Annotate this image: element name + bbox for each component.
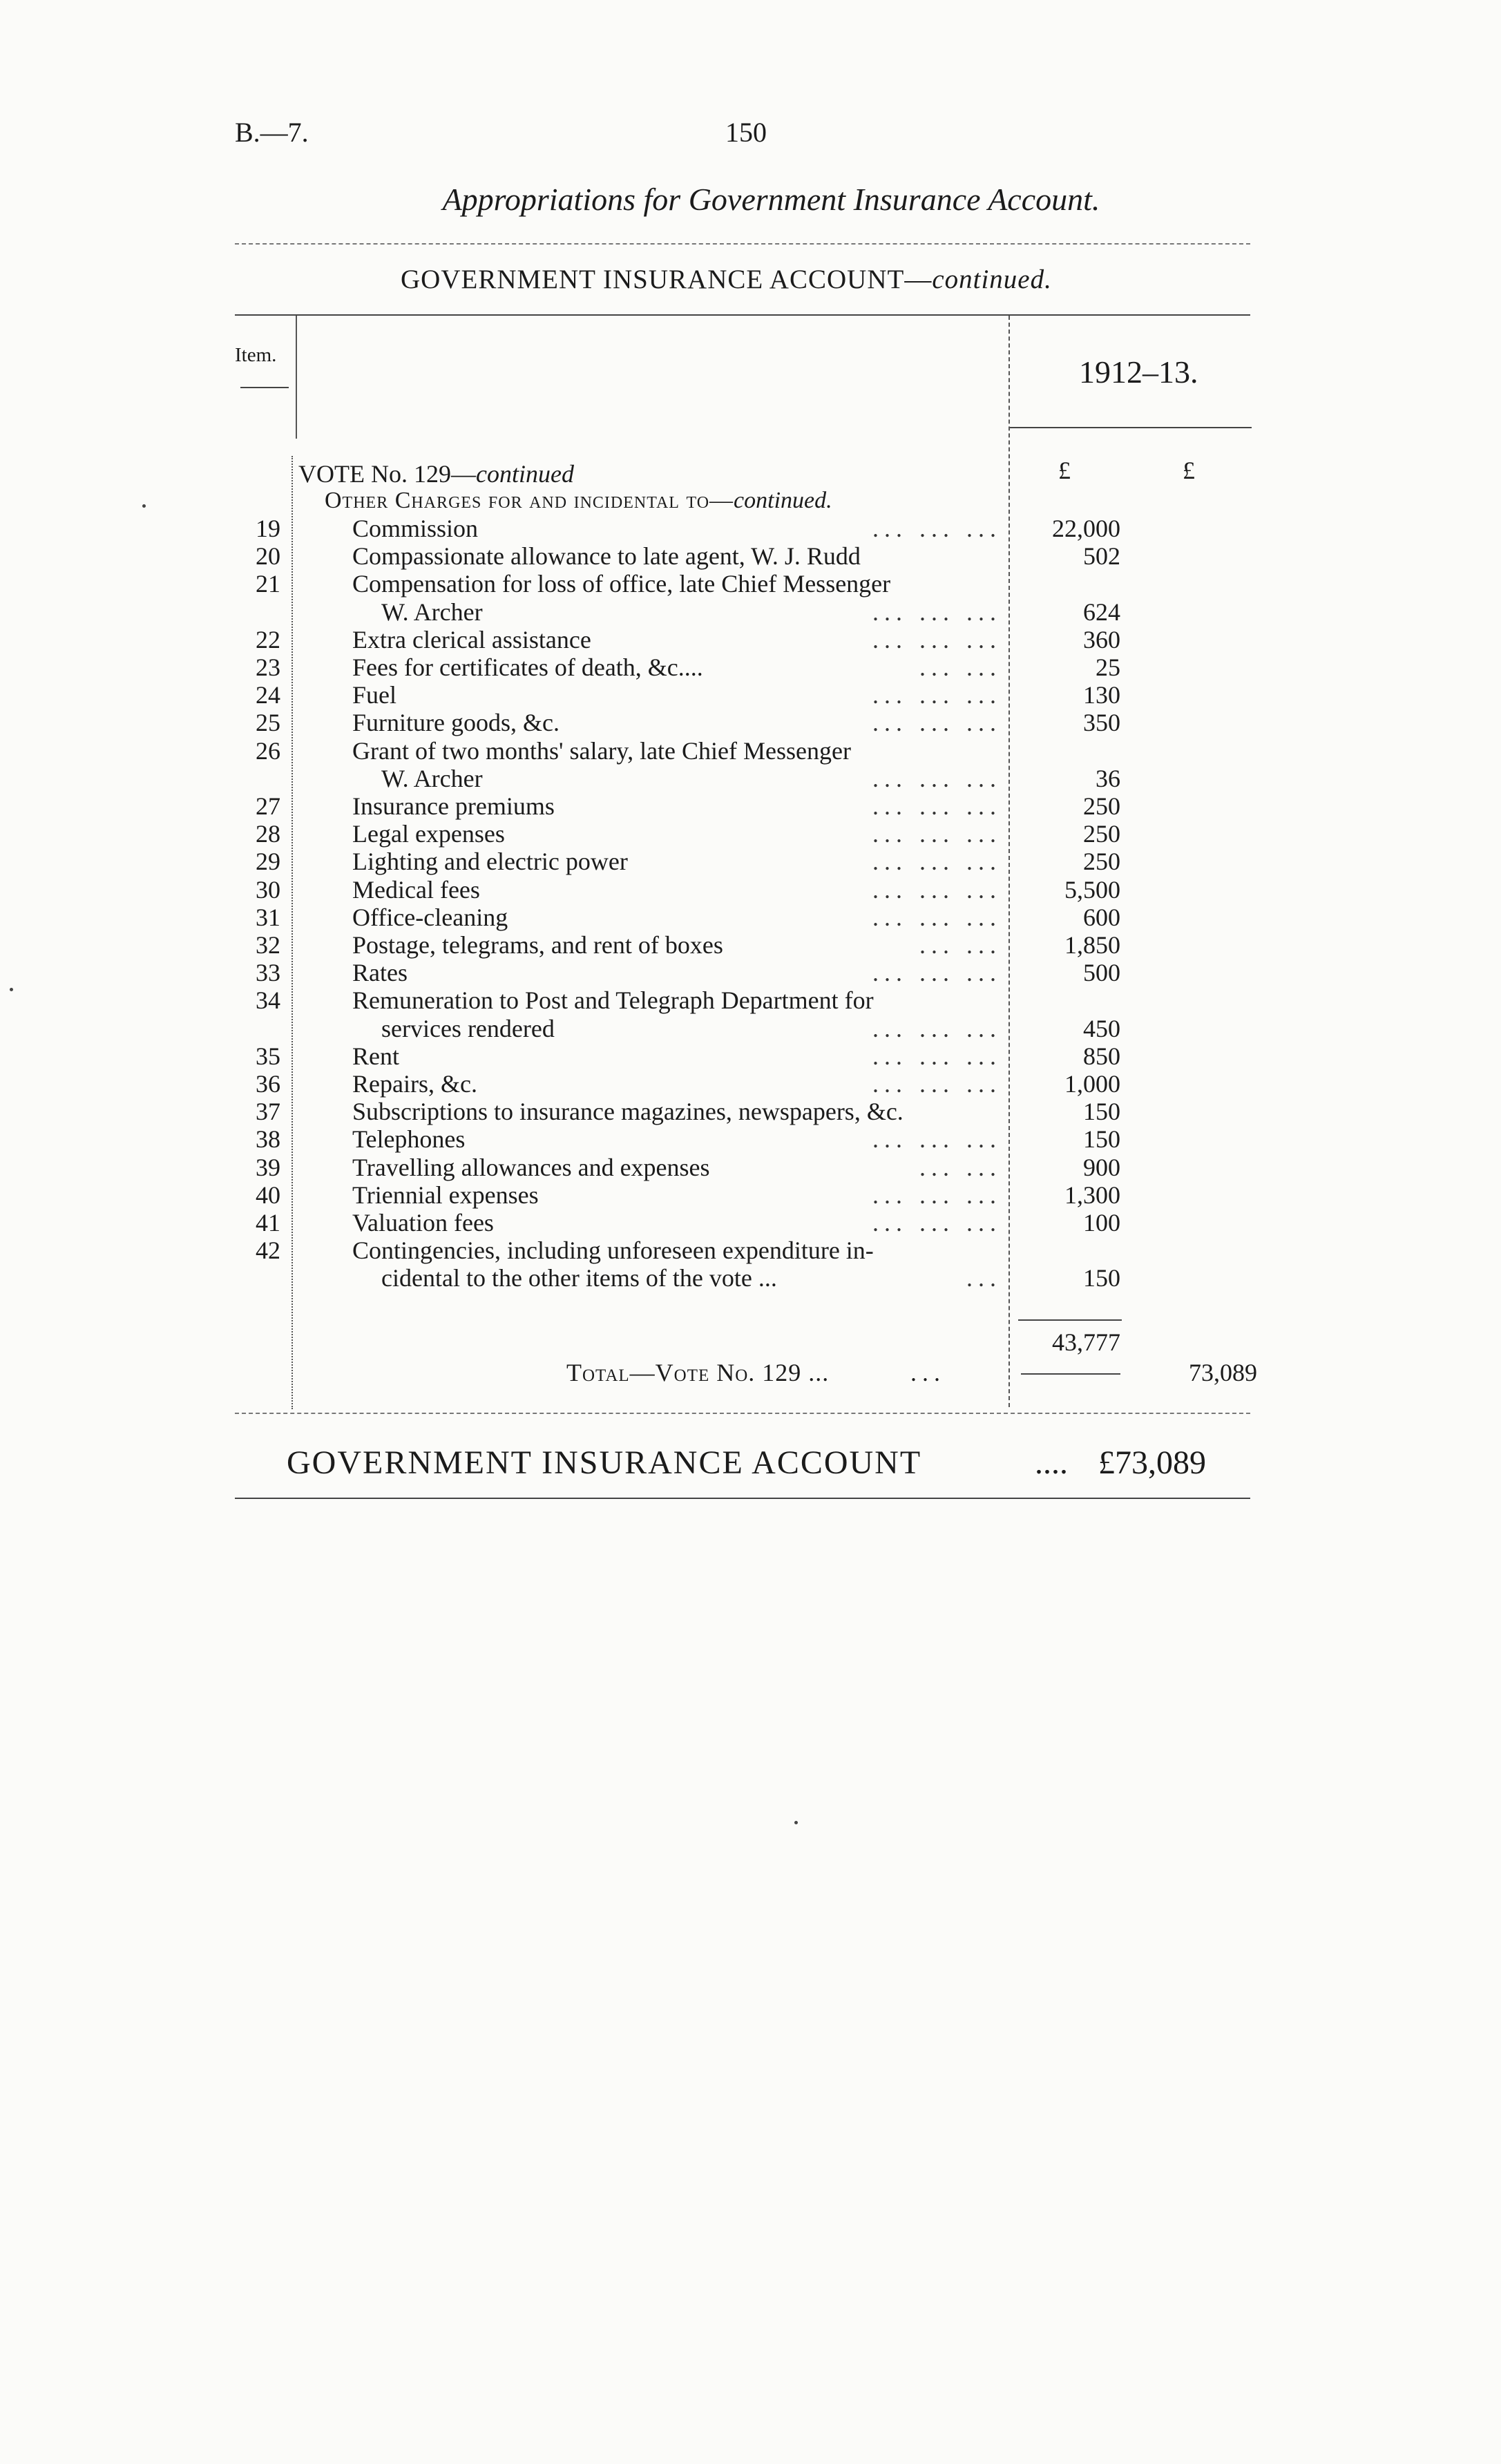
document-reference: B.—7. bbox=[235, 117, 309, 148]
item-amount: 150 bbox=[1083, 1098, 1120, 1126]
grand-total-amount: £73,089 bbox=[1098, 1444, 1206, 1481]
item-number: 27 bbox=[256, 792, 280, 820]
dot-leaders: ... bbox=[966, 1264, 1002, 1292]
table-top-rule bbox=[235, 314, 1250, 316]
dot-leaders: ... ... ... bbox=[872, 625, 1002, 653]
subtotal-amount: 43,777 bbox=[1052, 1328, 1120, 1356]
item-description: Furniture goods, &c. bbox=[352, 709, 560, 737]
item-amount: 450 bbox=[1083, 1014, 1120, 1042]
closing-rule bbox=[235, 1498, 1250, 1499]
dot-leaders: ... ... ... bbox=[872, 1042, 1002, 1070]
item-header-underline bbox=[240, 387, 289, 388]
account-title-suffix: continued. bbox=[932, 265, 1052, 294]
item-number: 32 bbox=[256, 931, 280, 959]
item-description: Office-cleaning bbox=[352, 903, 508, 931]
item-description: Lighting and electric power bbox=[352, 848, 628, 876]
item-amount: 1,300 bbox=[1064, 1181, 1120, 1209]
vote-heading-suffix: continued bbox=[475, 460, 574, 488]
dot-leaders: ... ... ... bbox=[872, 1209, 1002, 1236]
item-column-rule-body bbox=[291, 456, 293, 1409]
item-description: Fees for certificates of death, &c.... bbox=[352, 653, 703, 681]
dot-leaders: ... ... ... bbox=[872, 709, 1002, 737]
item-amount: 5,500 bbox=[1064, 875, 1120, 904]
item-amount: 1,000 bbox=[1064, 1070, 1120, 1098]
item-description: services rendered bbox=[381, 1014, 555, 1042]
item-description: W. Archer bbox=[381, 764, 483, 792]
currency-symbol-col1: £ bbox=[1058, 457, 1071, 484]
dot-leaders: ... ... ... bbox=[872, 598, 1002, 626]
scan-speck bbox=[10, 988, 13, 991]
item-amount: 36 bbox=[1096, 764, 1120, 792]
dot-leaders: ... ... ... bbox=[872, 875, 1002, 904]
item-number: 26 bbox=[256, 736, 280, 765]
page-subtitle: Appropriations for Government Insurance Account. bbox=[442, 182, 1100, 217]
item-amount: 150 bbox=[1083, 1264, 1120, 1292]
item-description: Valuation fees bbox=[352, 1209, 494, 1236]
item-amount: 250 bbox=[1083, 792, 1120, 820]
subheading-suffix: continued. bbox=[734, 488, 832, 513]
item-amount: 150 bbox=[1083, 1125, 1120, 1154]
dot-leaders: ... ... ... bbox=[872, 903, 1002, 931]
item-description: Grant of two months' salary, late Chief Messenger bbox=[352, 736, 851, 765]
vote-heading bbox=[298, 459, 574, 488]
item-number: 20 bbox=[256, 542, 280, 571]
subtotal-rule bbox=[1018, 1319, 1122, 1321]
header-rule bbox=[235, 243, 1250, 245]
subtotal-under-rule bbox=[1021, 1373, 1120, 1375]
dot-leaders: ... ... ... bbox=[872, 820, 1002, 848]
item-amount: 250 bbox=[1083, 848, 1120, 876]
item-description: Triennial expenses bbox=[352, 1181, 539, 1209]
item-number: 40 bbox=[256, 1181, 280, 1209]
item-description: Rent bbox=[352, 1042, 399, 1070]
item-number: 29 bbox=[256, 848, 280, 876]
item-amount: 350 bbox=[1083, 709, 1120, 737]
item-description: Compensation for loss of office, late Chief Messenger bbox=[352, 570, 891, 598]
dot-leaders: ... ... ... bbox=[872, 792, 1002, 820]
item-number: 21 bbox=[256, 570, 280, 598]
dot-leaders: ... ... ... bbox=[872, 1014, 1002, 1042]
scan-speck bbox=[794, 1821, 798, 1824]
amount-column-rule bbox=[1008, 316, 1010, 1407]
item-description: Rates bbox=[352, 959, 408, 987]
dot-leaders: ... ... ... bbox=[872, 764, 1002, 792]
item-description: Legal expenses bbox=[352, 820, 505, 848]
item-description: cidental to the other items of the vote ... bbox=[381, 1264, 777, 1292]
item-number: 41 bbox=[256, 1209, 280, 1236]
subheading-main: Other Charges for and incidental to— bbox=[325, 488, 734, 513]
item-number: 33 bbox=[256, 959, 280, 987]
dot-leaders: ... ... bbox=[919, 931, 1002, 959]
item-amount: 600 bbox=[1083, 903, 1120, 931]
dot-leaders: ... ... bbox=[919, 653, 1002, 681]
dot-leaders: ... ... ... bbox=[872, 959, 1002, 987]
item-amount: 25 bbox=[1096, 653, 1120, 681]
year-column-header: 1912–13. bbox=[1079, 354, 1198, 390]
item-description: Telephones bbox=[352, 1125, 466, 1154]
item-number: 31 bbox=[256, 903, 280, 931]
dot-leaders: ... ... ... bbox=[872, 681, 1002, 709]
total-label: Total—Vote No. 129 ... bbox=[566, 1359, 830, 1386]
dot-leaders: ... ... ... bbox=[872, 1181, 1002, 1209]
dot-leaders: ... ... bbox=[919, 1153, 1002, 1181]
year-header-rule bbox=[1010, 427, 1252, 428]
item-description: Subscriptions to insurance magazines, newspapers, &c. bbox=[352, 1098, 904, 1126]
other-charges-subheading bbox=[325, 488, 832, 514]
item-number: 38 bbox=[256, 1125, 280, 1154]
item-number: 42 bbox=[256, 1236, 280, 1265]
item-number: 35 bbox=[256, 1042, 280, 1070]
item-number: 24 bbox=[256, 681, 280, 709]
item-number: 22 bbox=[256, 625, 280, 653]
item-amount: 500 bbox=[1083, 959, 1120, 987]
item-number: 19 bbox=[256, 515, 280, 542]
item-column-rule bbox=[296, 316, 297, 439]
item-column-header: Item. bbox=[235, 344, 277, 366]
item-number: 36 bbox=[256, 1070, 280, 1098]
item-amount: 502 bbox=[1083, 542, 1120, 571]
item-description: W. Archer bbox=[381, 598, 483, 626]
item-amount: 624 bbox=[1083, 598, 1120, 626]
item-number: 25 bbox=[256, 709, 280, 737]
item-amount: 22,000 bbox=[1052, 515, 1120, 542]
item-description: Compassionate allowance to late agent, W. J. Rudd bbox=[352, 542, 861, 571]
total-leaders: ... bbox=[910, 1359, 946, 1386]
item-number: 37 bbox=[256, 1098, 280, 1126]
item-description: Commission bbox=[352, 515, 479, 542]
dot-leaders: ... ... ... bbox=[872, 1125, 1002, 1154]
item-description: Postage, telegrams, and rent of boxes bbox=[352, 931, 723, 959]
item-description: Extra clerical assistance bbox=[352, 625, 591, 653]
page-number: 150 bbox=[725, 117, 767, 148]
vote-heading-main: VOTE No. 129— bbox=[298, 460, 476, 488]
account-title-main: GOVERNMENT INSURANCE ACCOUNT— bbox=[401, 265, 933, 294]
item-amount: 100 bbox=[1083, 1209, 1120, 1236]
grand-total-label: GOVERNMENT INSURANCE ACCOUNT bbox=[287, 1444, 922, 1481]
dot-leaders: ... ... ... bbox=[872, 1070, 1002, 1098]
item-amount: 1,850 bbox=[1064, 931, 1120, 959]
item-number: 30 bbox=[256, 875, 280, 904]
scan-speck bbox=[142, 504, 146, 508]
item-description: Repairs, &c. bbox=[352, 1070, 477, 1098]
item-amount: 850 bbox=[1083, 1042, 1120, 1070]
item-description: Insurance premiums bbox=[352, 792, 555, 820]
item-description: Fuel bbox=[352, 681, 397, 709]
item-amount: 360 bbox=[1083, 625, 1120, 653]
account-title bbox=[401, 264, 1052, 295]
item-number: 28 bbox=[256, 820, 280, 848]
table-bottom-rule bbox=[235, 1413, 1250, 1414]
item-amount: 250 bbox=[1083, 820, 1120, 848]
item-description: Remuneration to Post and Telegraph Department for bbox=[352, 986, 874, 1015]
dot-leaders: ... ... ... bbox=[872, 848, 1002, 876]
item-number: 34 bbox=[256, 986, 280, 1015]
total-amount: 73,089 bbox=[1189, 1359, 1257, 1386]
item-number: 39 bbox=[256, 1153, 280, 1181]
item-description: Medical fees bbox=[352, 875, 480, 904]
dot-leaders: ... ... ... bbox=[872, 515, 1002, 542]
item-description: Contingencies, including unforeseen expenditure in- bbox=[352, 1236, 874, 1265]
item-amount: 900 bbox=[1083, 1153, 1120, 1181]
item-description: Travelling allowances and expenses bbox=[352, 1153, 710, 1181]
item-amount: 130 bbox=[1083, 681, 1120, 709]
currency-symbol-col2: £ bbox=[1183, 457, 1195, 484]
grand-total-leaders: .... bbox=[1035, 1444, 1068, 1481]
item-number: 23 bbox=[256, 653, 280, 681]
